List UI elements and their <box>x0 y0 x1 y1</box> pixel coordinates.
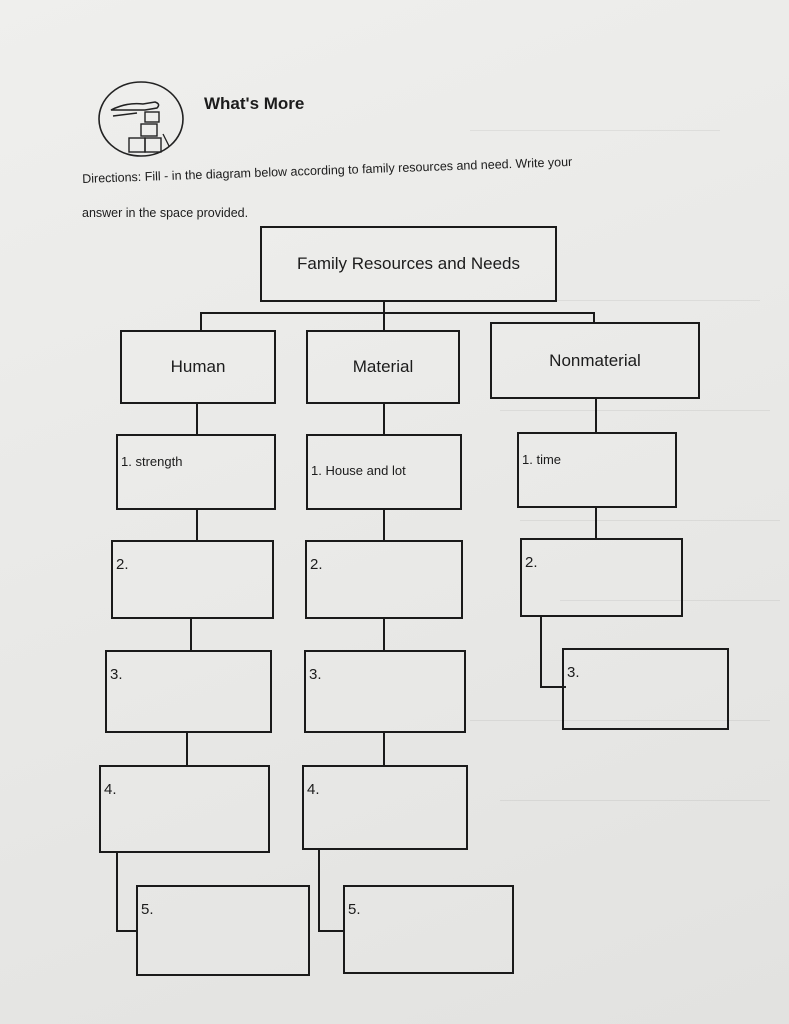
answer-text: 1. strength <box>121 454 183 469</box>
category-box-nonmaterial <box>490 322 700 399</box>
root-label: Family Resources and Needs <box>297 254 520 273</box>
answer-box-human-3[interactable] <box>105 650 272 733</box>
directions-text: Directions: Fill - in the diagram below according to family resources and need. Write your <box>82 154 573 186</box>
category-label-nonmaterial: Nonmaterial <box>549 350 641 370</box>
answer-number: 2. <box>116 556 129 573</box>
answer-text: 1. time <box>522 452 562 467</box>
answer-number: 3. <box>110 666 123 683</box>
answer-number: 3. <box>567 664 580 681</box>
answer-box-human-4[interactable] <box>99 765 270 853</box>
answer-number: 2. <box>525 554 538 571</box>
answer-number: 5. <box>348 901 361 918</box>
answer-box-nonmaterial-2[interactable] <box>520 538 683 617</box>
answer-box-nonmaterial-3[interactable] <box>562 648 729 730</box>
answer-box-material-2[interactable] <box>305 540 463 619</box>
answer-number: 3. <box>309 666 322 683</box>
diagram-root-box <box>260 226 557 302</box>
answer-number: 2. <box>310 556 323 573</box>
answer-box-nonmaterial-1[interactable] <box>517 432 677 508</box>
answer-number: 4. <box>307 781 320 798</box>
answer-box-human-1[interactable] <box>116 434 276 510</box>
answer-box-human-5[interactable] <box>136 885 310 976</box>
directions-text-continued: answer in the space provided. <box>82 206 249 220</box>
answer-number: 4. <box>104 781 117 798</box>
answer-box-human-2[interactable] <box>111 540 274 619</box>
answer-box-material-1[interactable] <box>306 434 462 510</box>
answer-box-material-5[interactable] <box>343 885 514 974</box>
category-box-human <box>120 330 276 404</box>
category-label-material: Material <box>352 357 414 376</box>
answer-box-material-3[interactable] <box>304 650 466 733</box>
answer-number: 5. <box>141 901 154 918</box>
category-label-human: Human <box>170 357 226 376</box>
answer-text: 1. House and lot <box>311 463 406 478</box>
answer-box-material-4[interactable] <box>302 765 468 850</box>
blocks-hand-icon <box>97 80 185 158</box>
category-box-material <box>306 330 460 404</box>
section-title: What's More <box>204 94 305 113</box>
